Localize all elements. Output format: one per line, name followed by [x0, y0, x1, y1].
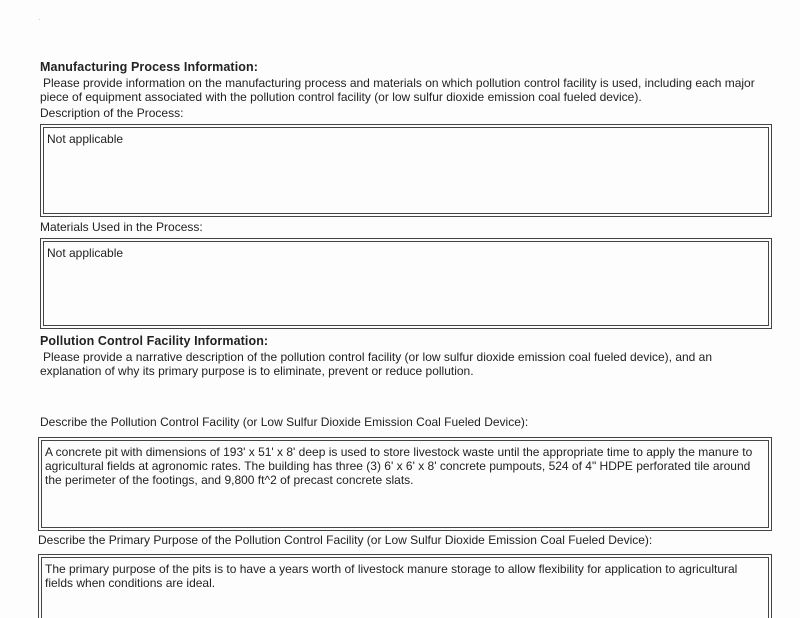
pollution-control-section-title: Pollution Control Facility Information:: [40, 334, 269, 348]
describe-primary-purpose-field[interactable]: [38, 554, 772, 618]
materials-used-field[interactable]: [40, 238, 772, 329]
description-of-process-label: Description of the Process:: [40, 106, 184, 120]
materials-used-label: Materials Used in the Process:: [40, 220, 203, 234]
manufacturing-intro-text: Please provide information on the manufacturing process and materials on which pollution control facility is used, including each major piece of equipment associated with the pollution control facility (or low sulfur dioxide emission coal fueled device).: [40, 76, 755, 104]
describe-facility-label: Describe the Pollution Control Facility (or Low Sulfur Dioxide Emission Coal Fueled Device):: [40, 415, 529, 429]
materials-used-value: Not applicable: [43, 241, 769, 326]
describe-facility-value: A concrete pit with dimensions of 193' x 51' x 8' deep is used to store livestock waste until the appropriate time to apply the manure to agricultural fields at agronomic rates. The building has three (3) 6' x 6' x 8' concrete pumpouts, 524 of 4" HDPE perforated tile around the perimeter of the footings, and 9,800 ft^2 of precast concrete slats.: [41, 440, 769, 528]
pollution-control-intro-text: Please provide a narrative description of the pollution control facility (or low sulfur dioxide emission coal fueled device), and an explanation of why its primary purpose is to eliminate, prevent or reduce pollution.: [40, 350, 713, 378]
describe-primary-purpose-value: The primary purpose of the pits is to have a years worth of livestock manure storage to allow flexibility for application to agricultural fields when conditions are ideal.: [41, 557, 769, 618]
scan-artifact: ·: [38, 14, 42, 25]
manufacturing-section-title: Manufacturing Process Information:: [40, 60, 259, 74]
description-of-process-value: Not applicable: [43, 127, 769, 214]
describe-facility-field[interactable]: [38, 437, 772, 531]
description-of-process-field[interactable]: [40, 124, 772, 217]
describe-primary-purpose-label: Describe the Primary Purpose of the Pollution Control Facility (or Low Sulfur Dioxide Emission Coal Fueled Device):: [38, 533, 653, 547]
